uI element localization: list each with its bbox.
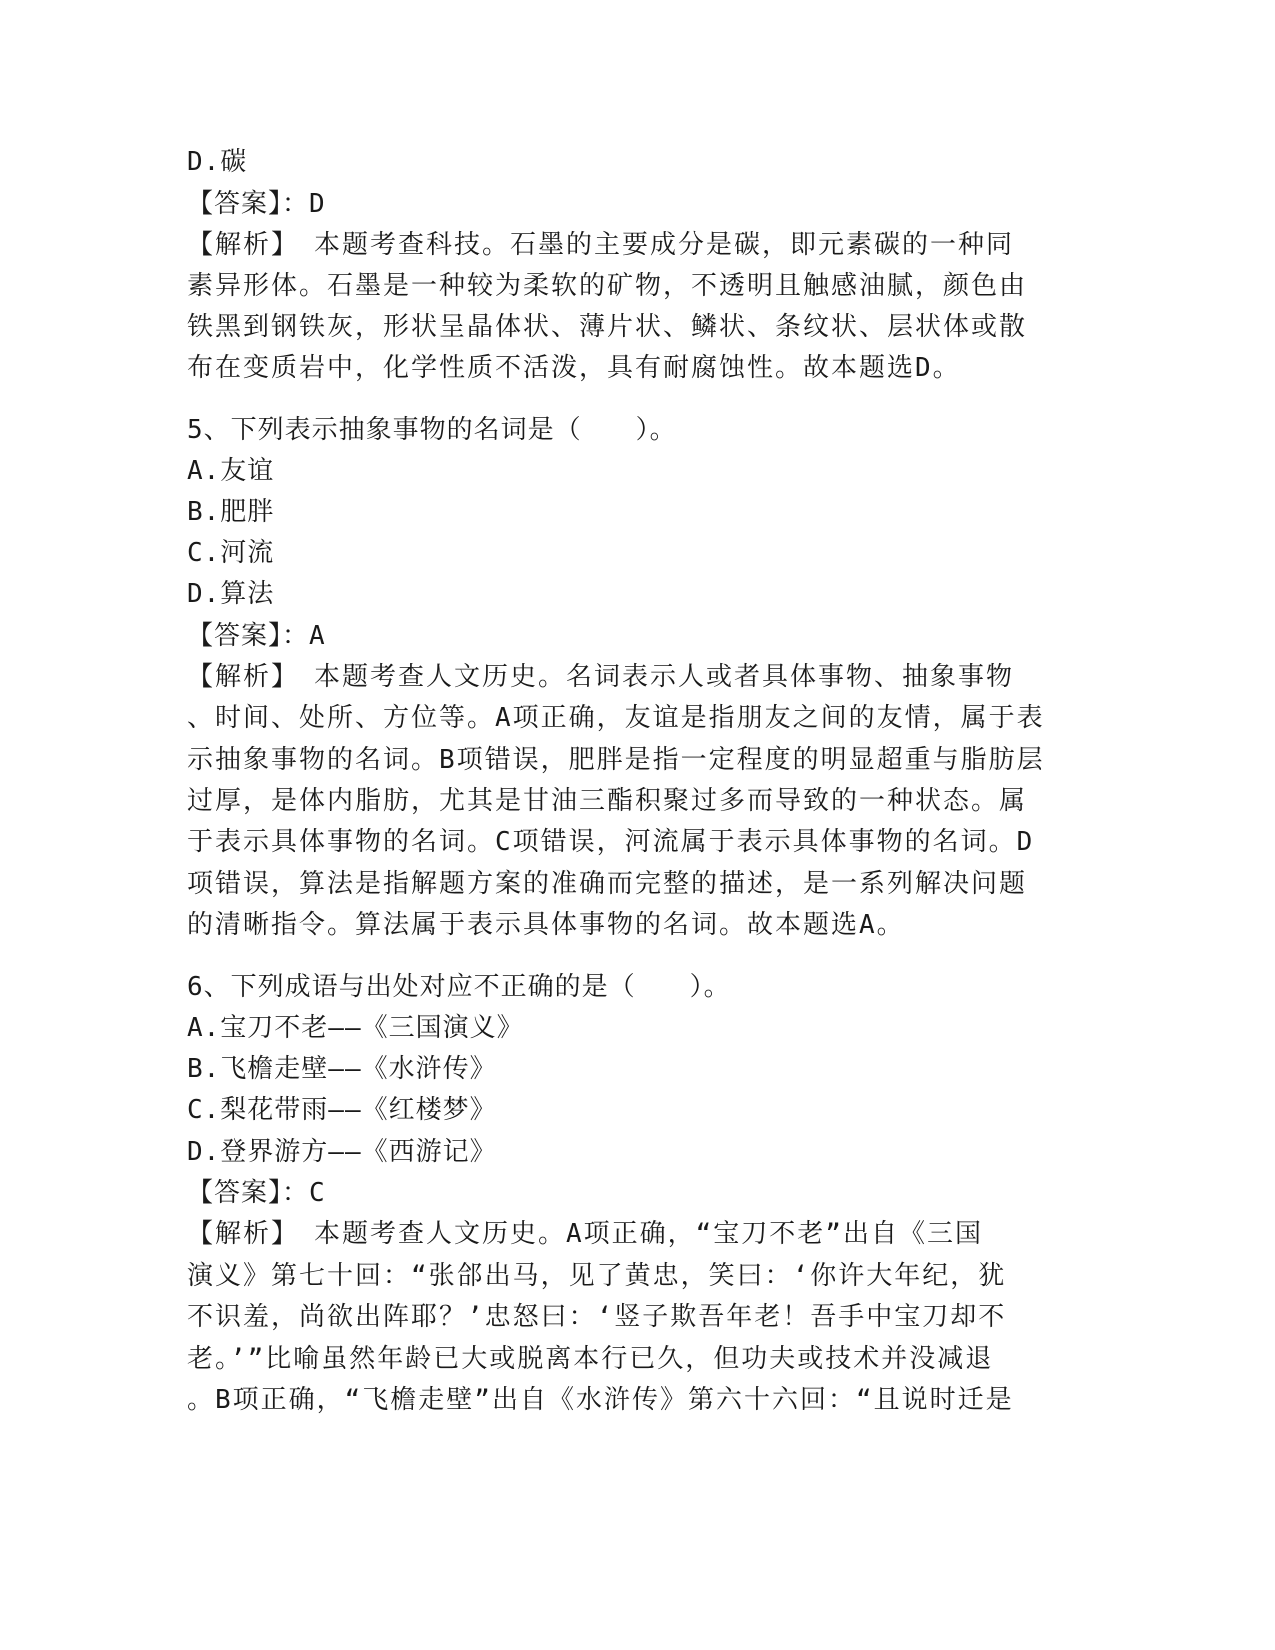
answer-line: 【答案】：D [187,189,326,219]
analysis-line: 演义》第七十回：“张郃出马，见了黄忠，笑曰：‘你许大年纪，犹 [187,1261,1007,1291]
option-d: D.算法 [187,579,275,609]
analysis-line: 过厚，是体内脂肪，尤其是甘油三酯积聚过多而导致的一种状态。属 [187,786,1028,816]
analysis-line: 素异形体。石墨是一种较为柔软的矿物，不透明且触感油腻，颜色由 [187,271,1028,301]
analysis-line: 的清晰指令。算法属于表示具体事物的名词。故本题选A。 [187,910,905,940]
answer-line: 【答案】：A [187,621,326,651]
analysis-line: 【解析】 本题考查科技。石墨的主要成分是碳，即元素碳的一种同 [187,230,1015,260]
question-stem: 6、下列成语与出处对应不正确的是（ ）。 [187,972,731,1002]
option-b: B.肥胖 [187,497,275,527]
analysis-line: 【解析】 本题考查人文历史。A项正确，“宝刀不老”出自《三国 [187,1219,983,1249]
question-stem: 5、下列表示抽象事物的名词是（ ）。 [187,415,677,445]
option-c: C.梨花带雨——《红楼梦》 [187,1095,497,1125]
option-a: A.宝刀不老——《三国演义》 [187,1013,524,1043]
option-c: C.河流 [187,538,275,568]
analysis-line: 布在变质岩中，化学性质不活泼，具有耐腐蚀性。故本题选D。 [187,353,961,383]
option-b: B.飞檐走壁——《水浒传》 [187,1054,497,1084]
analysis-line: 示抽象事物的名词。B项错误，肥胖是指一定程度的明显超重与脂肪层 [187,745,1045,775]
option-a: A.友谊 [187,456,275,486]
analysis-line: 、时间、处所、方位等。A项正确，友谊是指朋友之间的友情，属于表 [187,703,1045,733]
option-d: D.登界游方——《西游记》 [187,1137,497,1167]
analysis-line: 【解析】 本题考查人文历史。名词表示人或者具体事物、抽象事物 [187,662,1015,692]
answer-line: 【答案】：C [187,1178,326,1208]
analysis-line: 。B项正确，“飞檐走壁”出自《水浒传》第六十六回：“且说时迁是 [187,1385,1014,1415]
analysis-line: 于表示具体事物的名词。C项错误，河流属于表示具体事物的名词。D [187,827,1035,857]
analysis-line: 铁黑到钢铁灰，形状呈晶体状、薄片状、鳞状、条纹状、层状体或散 [187,312,1028,342]
analysis-line: 不识羞，尚欲出阵耶？’忠怒曰：‘竖子欺吾年老！吾手中宝刀却不 [187,1302,1007,1332]
option-d: D.碳 [187,147,248,177]
analysis-line: 项错误，算法是指解题方案的准确而完整的描述，是一系列解决问题 [187,869,1028,899]
analysis-line: 老。’”比喻虽然年龄已大或脱离本行已久，但功夫或技术并没减退 [187,1344,994,1374]
